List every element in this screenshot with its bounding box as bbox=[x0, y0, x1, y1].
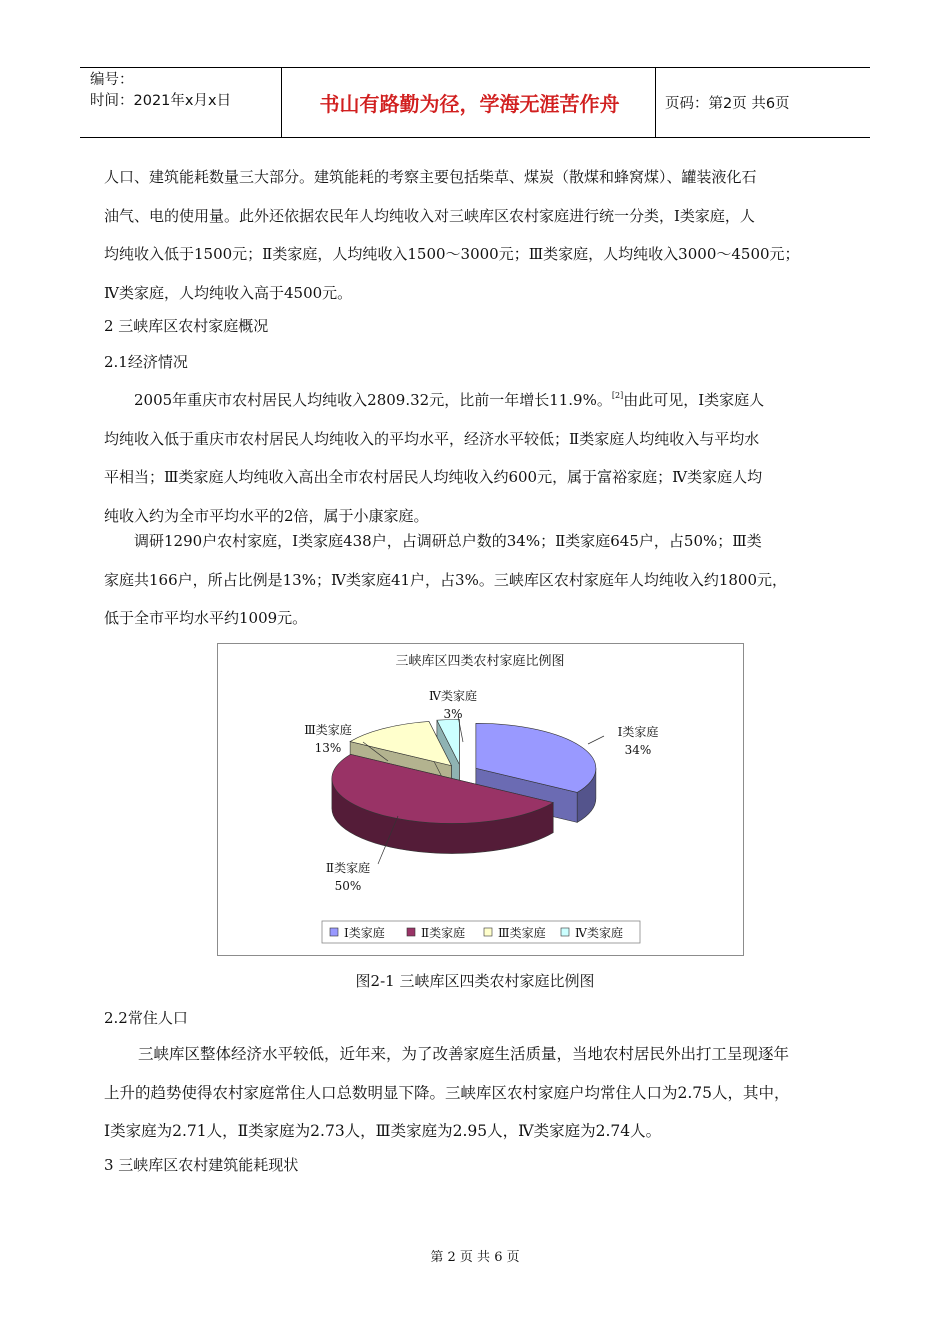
header-page-number: 页码：第2页 共6页 bbox=[665, 96, 790, 112]
pie-chart bbox=[217, 643, 744, 956]
text-line: Ⅳ类家庭，人均纯收入高于4500元。 bbox=[104, 283, 353, 302]
legend-label: Ⅲ类家庭 bbox=[498, 926, 546, 940]
pie-label-percent: 3% bbox=[443, 707, 463, 721]
legend-swatch bbox=[484, 928, 492, 936]
text-line: 低于全市平均水平约1009元。 bbox=[104, 609, 308, 627]
body-paragraph bbox=[104, 1035, 860, 1151]
text-line: 纯收入约为全市平均水平的2倍，属于小康家庭。 bbox=[104, 506, 429, 525]
header-motto: 书山有路勤为径，学海无涯苦作舟 bbox=[319, 92, 620, 116]
pie-label-name: Ⅳ类家庭 bbox=[429, 689, 477, 703]
chart-legend bbox=[322, 921, 640, 943]
body-paragraph bbox=[104, 522, 860, 638]
text-line: 油气、电的使用量。此外还依据农民年人均纯收入对三峡库区农村家庭进行统一分类，Ⅰ类家庭，人 bbox=[104, 206, 755, 225]
text-line: 均纯收入低于1500元；Ⅱ类家庭，人均纯收入1500～3000元；Ⅲ类家庭，人均纯收入3000～4500元； bbox=[104, 245, 800, 263]
body-paragraph bbox=[104, 158, 860, 312]
legend-swatch bbox=[407, 928, 415, 936]
page-header bbox=[80, 67, 870, 138]
text-line: 上升的趋势使得农村家庭常住人口总数明显下降。三峡库区农村家庭户均常住人口为2.75人，其中， bbox=[104, 1083, 790, 1102]
citation-ref: [2] bbox=[611, 391, 624, 400]
pie-label-percent: 50% bbox=[334, 879, 362, 893]
text-line: 由此可见，Ⅰ类家庭人 bbox=[623, 391, 765, 409]
chart-title: 三峡库区四类农村家庭比例图 bbox=[395, 654, 565, 669]
pie-label-name: Ⅰ类家庭 bbox=[617, 725, 659, 739]
header-time: 时间：2021年x月x日 bbox=[90, 93, 232, 109]
pie-label-percent: 13% bbox=[314, 741, 342, 755]
header-divider bbox=[281, 68, 282, 137]
section-heading: 3 三峡库区农村建筑能耗现状 bbox=[104, 1156, 299, 1174]
legend-label: Ⅳ类家庭 bbox=[575, 926, 623, 940]
pie-chart-svg bbox=[218, 644, 743, 955]
pie-label-name: Ⅲ类家庭 bbox=[304, 723, 352, 737]
legend-label: Ⅰ类家庭 bbox=[344, 926, 385, 940]
pie-label-percent: 34% bbox=[624, 743, 652, 757]
pie-label-name: Ⅱ类家庭 bbox=[325, 861, 371, 875]
text-line: 平相当；Ⅲ类家庭人均纯收入高出全市农村居民人均纯收入约600元，属于富裕家庭；Ⅳ类家庭人均 bbox=[104, 468, 763, 486]
subsection-heading: 2.1经济情况 bbox=[104, 353, 188, 371]
header-divider bbox=[655, 68, 656, 137]
text-line: 家庭共166户，所占比例是13%；Ⅳ类家庭41户，占3%。三峡库区农村家庭年人均纯收入约1800元， bbox=[104, 570, 788, 589]
legend-label: Ⅱ类家庭 bbox=[421, 926, 466, 940]
subsection-heading: 2.2常住人口 bbox=[104, 1009, 188, 1027]
section-heading: 2 三峡库区农村家庭概况 bbox=[104, 317, 269, 335]
text-line: 2005年重庆市农村居民人均纯收入2809.32元，比前一年增长11.9%。 bbox=[134, 391, 612, 409]
legend-swatch bbox=[561, 928, 569, 936]
page-footer: 第 2 页 共 6 页 bbox=[430, 1250, 520, 1265]
text-line: 均纯收入低于重庆市农村居民人均纯收入的平均水平，经济水平较低；Ⅱ类家庭人均纯收入与平均水 bbox=[104, 429, 760, 448]
text-line: 三峡库区整体经济水平较低，近年来，为了改善家庭生活质量，当地农村居民外出打工呈现逐年 bbox=[138, 1045, 790, 1063]
text-line: 人口、建筑能耗数量三大部分。建筑能耗的考察主要包括柴草、煤炭（散煤和蜂窝煤）、罐装液化石 bbox=[104, 168, 757, 186]
header-number: 编号： bbox=[90, 72, 134, 88]
pie-leader-line bbox=[588, 736, 604, 744]
figure-caption: 图2-1 三峡库区四类农村家庭比例图 bbox=[355, 972, 595, 990]
body-paragraph bbox=[104, 377, 860, 535]
text-line: 调研1290户农村家庭，Ⅰ类家庭438户，占调研总户数的34%；Ⅱ类家庭645户，占50%；Ⅲ类 bbox=[134, 532, 762, 550]
legend-swatch bbox=[330, 928, 338, 936]
text-line: Ⅰ类家庭为2.71人，Ⅱ类家庭为2.73人，Ⅲ类家庭为2.95人，Ⅳ类家庭为2.74人。 bbox=[104, 1122, 662, 1140]
header-meta bbox=[90, 70, 231, 112]
